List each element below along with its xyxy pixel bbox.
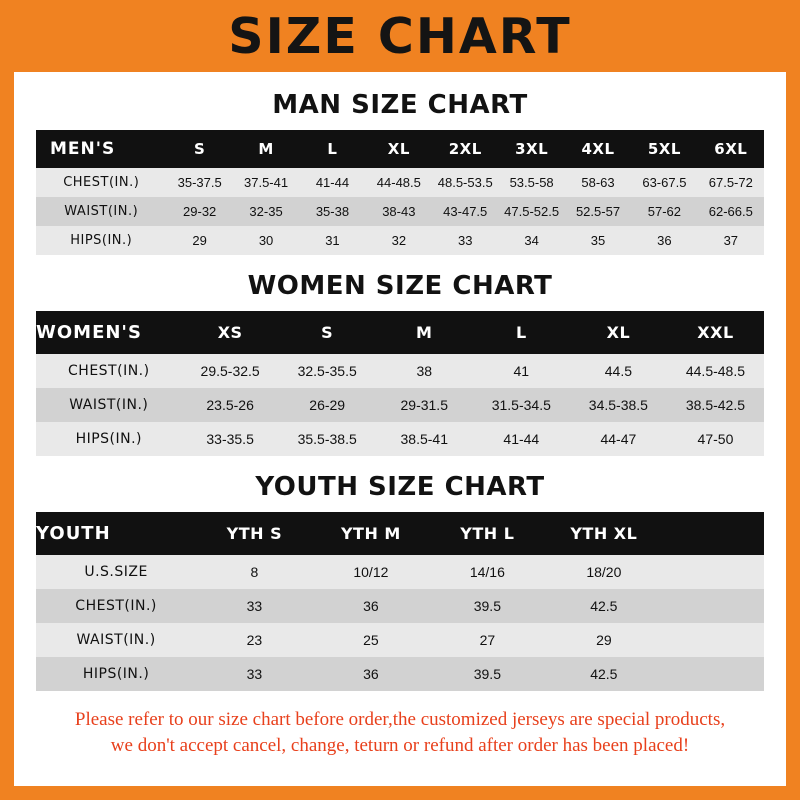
youth-row-2-label: WAIST(IN.) xyxy=(36,623,196,657)
women-cell-1-5: 38.5-42.5 xyxy=(667,388,764,422)
women-header-label: WOMEN'S xyxy=(36,311,182,354)
women-cell-1-2: 29-31.5 xyxy=(376,388,473,422)
table-header-row xyxy=(36,311,764,354)
youth-cell-3-0: 33 xyxy=(196,657,312,691)
table-row xyxy=(36,388,764,422)
footer-note-line-1: Please refer to our size chart before order,the customized jerseys are special products, xyxy=(74,709,726,730)
man-cell-0-0: 35-37.5 xyxy=(166,168,232,197)
man-col-4: 2XL xyxy=(432,130,498,168)
women-cell-2-0: 33-35.5 xyxy=(182,422,279,456)
man-cell-2-2: 31 xyxy=(299,226,365,255)
man-cell-2-1: 30 xyxy=(233,226,299,255)
footer-note-line-2: we don't accept cancel, change, teturn or refund after order has been placed! xyxy=(110,734,690,756)
youth-cell-3-3: 42.5 xyxy=(546,657,662,691)
man-col-1: M xyxy=(233,130,299,168)
youth-cell-1-0: 33 xyxy=(196,589,312,623)
women-table-header xyxy=(36,311,764,354)
women-col-3: L xyxy=(473,311,570,354)
youth-cell-2-3: 29 xyxy=(546,623,662,657)
youth-cell-3-2: 39.5 xyxy=(429,657,545,691)
man-header-label: MEN'S xyxy=(36,130,166,168)
youth-cell-2-spacer xyxy=(662,623,764,657)
women-cell-2-4: 44-47 xyxy=(570,422,667,456)
youth-col-spacer xyxy=(662,512,764,555)
youth-cell-0-0: 8 xyxy=(196,555,312,589)
man-table-body xyxy=(36,168,764,255)
youth-row-0-label: U.S.SIZE xyxy=(36,555,196,589)
youth-cell-2-1: 25 xyxy=(313,623,429,657)
youth-cell-1-3: 42.5 xyxy=(546,589,662,623)
man-col-7: 5XL xyxy=(631,130,697,168)
women-cell-2-5: 47-50 xyxy=(667,422,764,456)
man-cell-0-4: 48.5-53.5 xyxy=(432,168,498,197)
man-cell-1-6: 52.5-57 xyxy=(565,197,631,226)
women-cell-0-3: 41 xyxy=(473,354,570,388)
man-cell-0-5: 53.5-58 xyxy=(498,168,564,197)
women-size-table xyxy=(36,311,764,456)
man-table-header xyxy=(36,130,764,168)
section-title-man: MAN SIZE CHART xyxy=(272,90,528,120)
man-row-2-label: HIPS(IN.) xyxy=(36,226,166,255)
women-cell-2-2: 38.5-41 xyxy=(376,422,473,456)
women-col-0: XS xyxy=(182,311,279,354)
table-row xyxy=(36,197,764,226)
section-title-youth: YOUTH SIZE CHART xyxy=(255,472,545,502)
table-row xyxy=(36,623,764,657)
table-header-row xyxy=(36,130,764,168)
youth-cell-0-2: 14/16 xyxy=(429,555,545,589)
section-title-women: WOMEN SIZE CHART xyxy=(247,271,553,301)
man-cell-1-4: 43-47.5 xyxy=(432,197,498,226)
man-col-3: XL xyxy=(366,130,432,168)
women-cell-0-5: 44.5-48.5 xyxy=(667,354,764,388)
man-cell-2-5: 34 xyxy=(498,226,564,255)
table-header-row xyxy=(36,512,764,555)
man-cell-2-4: 33 xyxy=(432,226,498,255)
man-cell-0-6: 58-63 xyxy=(565,168,631,197)
youth-cell-1-2: 39.5 xyxy=(429,589,545,623)
table-row xyxy=(36,657,764,691)
man-cell-0-1: 37.5-41 xyxy=(233,168,299,197)
women-cell-1-1: 26-29 xyxy=(279,388,376,422)
man-col-5: 3XL xyxy=(498,130,564,168)
youth-header-label: YOUTH xyxy=(36,512,196,555)
youth-cell-3-1: 36 xyxy=(313,657,429,691)
youth-cell-0-3: 18/20 xyxy=(546,555,662,589)
youth-row-1-label: CHEST(IN.) xyxy=(36,589,196,623)
youth-row-3-label: HIPS(IN.) xyxy=(36,657,196,691)
man-col-8: 6XL xyxy=(698,130,764,168)
man-cell-1-3: 38-43 xyxy=(366,197,432,226)
youth-cell-2-0: 23 xyxy=(196,623,312,657)
page-title: SIZE CHART xyxy=(228,7,572,65)
bottom-accent-bar xyxy=(0,786,800,800)
youth-cell-0-spacer xyxy=(662,555,764,589)
man-cell-2-0: 29 xyxy=(166,226,232,255)
youth-cell-1-spacer xyxy=(662,589,764,623)
women-row-1-label: WAIST(IN.) xyxy=(36,388,182,422)
youth-col-0: YTH S xyxy=(196,512,312,555)
youth-col-2: YTH L xyxy=(429,512,545,555)
man-cell-2-3: 32 xyxy=(366,226,432,255)
man-col-0: S xyxy=(166,130,232,168)
women-cell-0-2: 38 xyxy=(376,354,473,388)
women-row-0-label: CHEST(IN.) xyxy=(36,354,182,388)
women-col-2: M xyxy=(376,311,473,354)
women-cell-0-4: 44.5 xyxy=(570,354,667,388)
man-cell-1-1: 32-35 xyxy=(233,197,299,226)
table-row xyxy=(36,422,764,456)
man-cell-2-8: 37 xyxy=(698,226,764,255)
women-cell-0-1: 32.5-35.5 xyxy=(279,354,376,388)
man-cell-0-8: 67.5-72 xyxy=(698,168,764,197)
man-cell-1-7: 57-62 xyxy=(631,197,697,226)
man-cell-1-8: 62-66.5 xyxy=(698,197,764,226)
youth-cell-1-1: 36 xyxy=(313,589,429,623)
man-cell-1-0: 29-32 xyxy=(166,197,232,226)
footer-note xyxy=(36,707,764,758)
women-col-4: XL xyxy=(570,311,667,354)
youth-size-table xyxy=(36,512,764,691)
youth-cell-3-spacer xyxy=(662,657,764,691)
women-cell-1-0: 23.5-26 xyxy=(182,388,279,422)
youth-table-body xyxy=(36,555,764,691)
table-row xyxy=(36,589,764,623)
man-row-1-label: WAIST(IN.) xyxy=(36,197,166,226)
youth-cell-2-2: 27 xyxy=(429,623,545,657)
man-col-6: 4XL xyxy=(565,130,631,168)
table-row xyxy=(36,555,764,589)
header-banner xyxy=(14,0,786,72)
table-row xyxy=(36,168,764,197)
women-col-5: XXL xyxy=(667,311,764,354)
man-cell-2-7: 36 xyxy=(631,226,697,255)
youth-col-3: YTH XL xyxy=(546,512,662,555)
women-col-1: S xyxy=(279,311,376,354)
table-row xyxy=(36,226,764,255)
youth-col-1: YTH M xyxy=(313,512,429,555)
women-cell-0-0: 29.5-32.5 xyxy=(182,354,279,388)
man-size-table xyxy=(36,130,764,255)
man-cell-1-2: 35-38 xyxy=(299,197,365,226)
man-col-2: L xyxy=(299,130,365,168)
man-cell-2-6: 35 xyxy=(565,226,631,255)
man-cell-0-3: 44-48.5 xyxy=(366,168,432,197)
content-area xyxy=(14,90,786,758)
man-cell-0-2: 41-44 xyxy=(299,168,365,197)
women-cell-1-3: 31.5-34.5 xyxy=(473,388,570,422)
man-row-0-label: CHEST(IN.) xyxy=(36,168,166,197)
youth-cell-0-1: 10/12 xyxy=(313,555,429,589)
table-row xyxy=(36,354,764,388)
women-cell-2-3: 41-44 xyxy=(473,422,570,456)
youth-table-header xyxy=(36,512,764,555)
women-row-2-label: HIPS(IN.) xyxy=(36,422,182,456)
women-cell-2-1: 35.5-38.5 xyxy=(279,422,376,456)
man-cell-0-7: 63-67.5 xyxy=(631,168,697,197)
man-cell-1-5: 47.5-52.5 xyxy=(498,197,564,226)
women-cell-1-4: 34.5-38.5 xyxy=(570,388,667,422)
women-table-body xyxy=(36,354,764,456)
